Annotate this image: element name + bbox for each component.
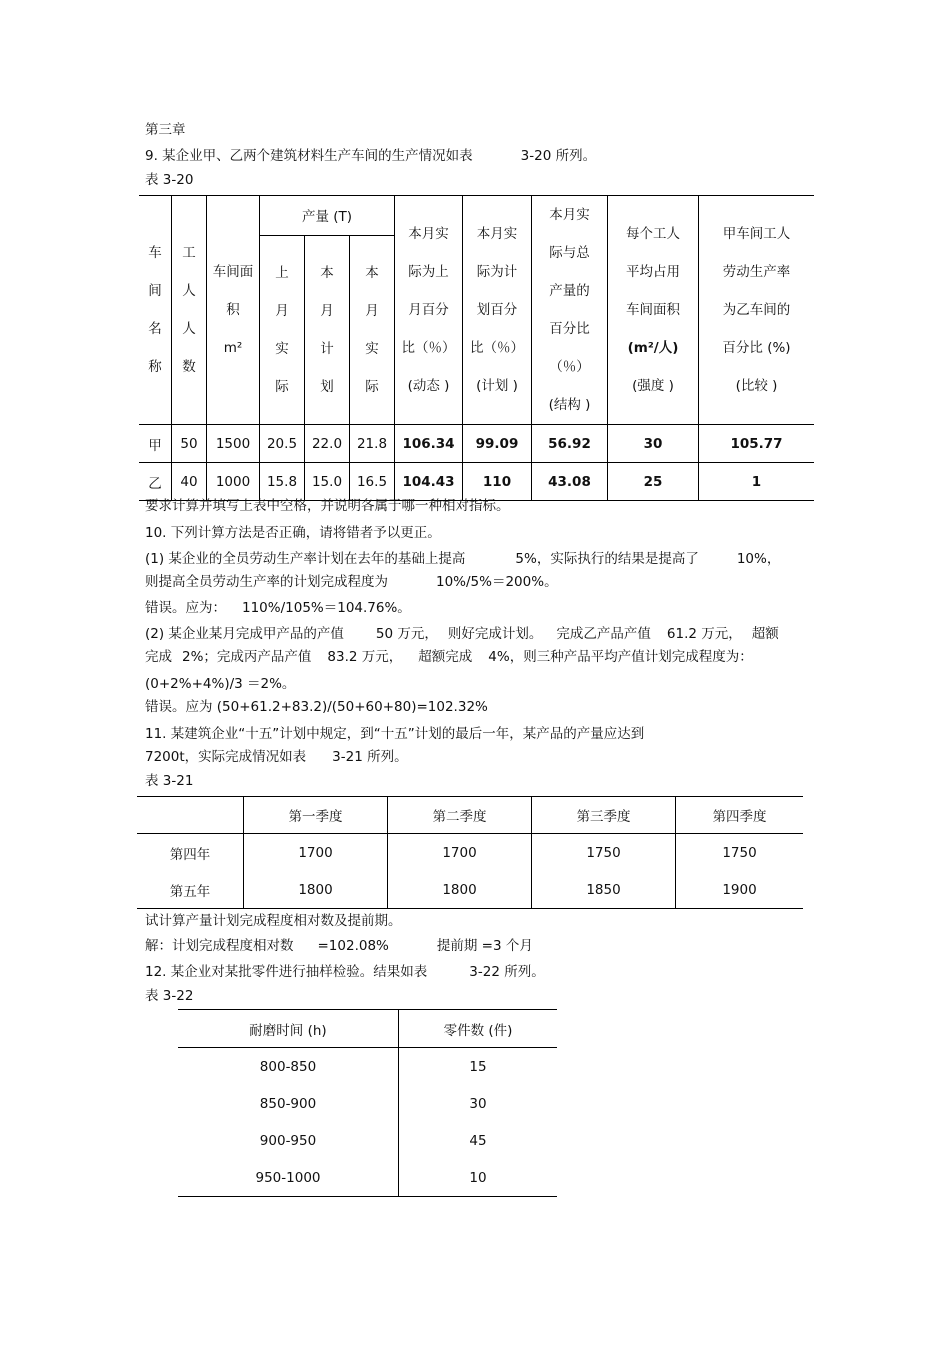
q10-a2: 错误。应为 (50+61.2+83.2)/(50+60+80)=102.32% bbox=[145, 699, 488, 715]
header-intensity-5: (强度 ) bbox=[632, 378, 674, 394]
header-structure-1: 本月实 bbox=[549, 207, 590, 223]
header-compare-2: 劳动生产率 bbox=[722, 264, 791, 280]
q10-p2-j: 超额完成 bbox=[418, 649, 473, 665]
header-intensity-2: 平均占用 bbox=[626, 264, 680, 280]
cell-dynamic: 106.34 bbox=[395, 425, 463, 463]
q10-p1-line2 bbox=[145, 573, 558, 591]
q10-p1-line1 bbox=[145, 550, 780, 568]
cell-count: 30 bbox=[399, 1085, 558, 1122]
q10-p2-d: 完成乙产品产值 bbox=[556, 626, 651, 642]
cell-last: 15.8 bbox=[260, 463, 305, 501]
q11-answer-c: 提前期 =3 个月 bbox=[436, 938, 533, 954]
chapter-title: 第三章 bbox=[145, 122, 186, 138]
header-dynamic-4: 比（％） bbox=[401, 340, 456, 356]
cell-range: 950-1000 bbox=[255, 1169, 321, 1186]
header-intensity-4: (m²/人) bbox=[627, 340, 679, 356]
cell-year: 第五年 bbox=[169, 883, 211, 900]
header-area-unit: m² bbox=[223, 340, 243, 356]
table-3-21-label: 表 3-21 bbox=[145, 773, 194, 789]
cell-actual: 21.8 bbox=[350, 425, 395, 463]
cell-workers: 40 bbox=[172, 463, 207, 501]
q10-p2-e: 61.2 万元， bbox=[666, 626, 742, 642]
q11-answer-a: 解：计划完成程度相对数 bbox=[145, 938, 294, 954]
q10-p2-f: 超额 bbox=[751, 626, 779, 642]
table-row bbox=[178, 1122, 557, 1159]
header-structure-5: （％） bbox=[549, 359, 590, 375]
header-plan-pct-3: 划百分 bbox=[476, 302, 518, 318]
cell-range: 800-850 bbox=[259, 1058, 317, 1075]
cell-intensity: 25 bbox=[608, 463, 699, 501]
q11-line2 bbox=[145, 748, 408, 766]
header-dynamic-2: 际为上 bbox=[408, 264, 449, 280]
header-empty bbox=[137, 797, 244, 834]
q11-text-b: 7200t，实际完成情况如表 bbox=[145, 749, 307, 765]
header-dynamic-5: (动态 ) bbox=[407, 378, 450, 394]
q10-p2-line2 bbox=[145, 648, 753, 666]
cell-area: 1500 bbox=[207, 425, 260, 463]
q10-p2-i: 83.2 万元， bbox=[327, 649, 403, 665]
cell-dynamic: 104.43 bbox=[395, 463, 463, 501]
header-intensity bbox=[608, 196, 699, 425]
cell-workers: 50 bbox=[172, 425, 207, 463]
header-structure-2: 际与总 bbox=[549, 245, 590, 261]
cell-value: 1800 bbox=[244, 871, 388, 909]
header-compare bbox=[699, 196, 815, 425]
header-dynamic-1: 本月实 bbox=[408, 226, 449, 242]
header-dynamic-3: 月百分 bbox=[408, 302, 449, 318]
cell-name: 乙 bbox=[139, 463, 172, 501]
header-structure-6: (结构 ) bbox=[548, 397, 591, 413]
q10-p1-b: 5%，实际执行的结果是提高了 bbox=[515, 551, 699, 567]
header-area bbox=[207, 196, 260, 425]
header-q4: 第四季度 bbox=[676, 797, 804, 834]
cell-value: 1800 bbox=[388, 871, 532, 909]
table-3-20 bbox=[139, 195, 814, 501]
table-3-22 bbox=[178, 1009, 557, 1197]
cell-structure: 43.08 bbox=[532, 463, 608, 501]
header-compare-3: 为乙车间的 bbox=[722, 302, 791, 318]
table-row bbox=[139, 463, 814, 501]
table-row bbox=[137, 871, 803, 909]
cell-range: 850-900 bbox=[259, 1095, 317, 1112]
table-header-row bbox=[178, 1010, 557, 1048]
table-header-row bbox=[137, 797, 803, 834]
cell-count: 10 bbox=[399, 1159, 558, 1197]
table-3-20-label: 表 3-20 bbox=[145, 172, 194, 188]
header-compare-5: (比较 ) bbox=[735, 378, 778, 394]
header-part-count: 零件数 (件) bbox=[399, 1010, 558, 1048]
cell-range: 900-950 bbox=[259, 1132, 317, 1149]
q10-p2-line3: (0+2%+4%)/3 ＝2%。 bbox=[145, 676, 296, 692]
header-wear-time: 耐磨时间 (h) bbox=[178, 1010, 399, 1048]
cell-name: 甲 bbox=[139, 425, 172, 463]
q9-requirement: 要求计算并填写上表中空格，并说明各属于哪一种相对指标。 bbox=[145, 498, 510, 514]
q10-p2-b: 50 万元， bbox=[375, 626, 438, 642]
header-plan-pct-5: (计划 ) bbox=[476, 378, 518, 394]
q10-p2-line1 bbox=[145, 625, 779, 643]
header-intensity-3: 车间面积 bbox=[626, 302, 680, 318]
table-row bbox=[178, 1159, 557, 1197]
header-plan-pct-2: 际为计 bbox=[476, 264, 518, 280]
q9-intro-a: 9. 某企业甲、乙两个建筑材料生产车间的生产情况如表 bbox=[145, 148, 473, 164]
q10-p2-k: 4%，则三种产品平均产值计划完成程度为： bbox=[488, 649, 753, 665]
cell-actual: 16.5 bbox=[350, 463, 395, 501]
cell-value: 1750 bbox=[676, 834, 804, 872]
q10-a1-b: 110%/105%＝104.76%。 bbox=[242, 600, 411, 616]
q12-text-a: 12. 某企业对某批零件进行抽样检验。结果如表 bbox=[145, 964, 428, 980]
q10-p2-c: 则好完成计划。 bbox=[447, 626, 543, 642]
cell-area: 1000 bbox=[207, 463, 260, 501]
cell-compare: 105.77 bbox=[699, 425, 815, 463]
cell-plan: 22.0 bbox=[305, 425, 350, 463]
header-plan-pct-1: 本月实 bbox=[476, 226, 518, 242]
header-q1: 第一季度 bbox=[244, 797, 388, 834]
q11-answer bbox=[145, 937, 533, 955]
header-last-actual: 上月实际 bbox=[260, 235, 305, 424]
q10-p2-a: (2) 某企业某月完成甲产品的产值 bbox=[145, 626, 344, 642]
q11-text-c: 3-21 所列。 bbox=[332, 749, 408, 765]
header-dynamic bbox=[395, 196, 463, 425]
header-compare-4: 百分比 (%) bbox=[722, 340, 791, 356]
cell-last: 20.5 bbox=[260, 425, 305, 463]
q10-title: 10. 下列计算方法是否正确，请将错者予以更正。 bbox=[145, 525, 441, 541]
q10-p2-h: 2%；完成丙产品产值 bbox=[182, 649, 312, 665]
header-structure bbox=[532, 196, 608, 425]
header-area-text: 车间面积 bbox=[212, 264, 254, 318]
cell-value: 1750 bbox=[532, 834, 676, 872]
cell-plan-pct: 110 bbox=[463, 463, 532, 501]
header-q2: 第二季度 bbox=[388, 797, 532, 834]
q10-p1-d: 则提高全员劳动生产率的计划完成程度为 bbox=[145, 574, 388, 590]
cell-count: 15 bbox=[399, 1048, 558, 1086]
cell-plan-pct: 99.09 bbox=[463, 425, 532, 463]
q9-intro bbox=[145, 147, 596, 165]
q10-p1-a: (1) 某企业的全员劳动生产率计划在去年的基础上提高 bbox=[145, 551, 466, 567]
table-row bbox=[178, 1085, 557, 1122]
cell-count: 45 bbox=[399, 1122, 558, 1159]
q12-text-b: 3-22 所列。 bbox=[469, 964, 545, 980]
q11-task: 试计算产量计划完成程度相对数及提前期。 bbox=[145, 913, 402, 929]
table-3-21 bbox=[137, 796, 803, 909]
cell-value: 1700 bbox=[388, 834, 532, 872]
q10-p1-e: 10%/5%＝200%。 bbox=[436, 574, 558, 590]
table-row bbox=[178, 1048, 557, 1086]
q10-p1-c: 10%， bbox=[736, 551, 781, 567]
header-intensity-1: 每个工人 bbox=[626, 226, 680, 242]
header-actual: 本月实际 bbox=[350, 235, 395, 424]
header-workshop: 车间名称 bbox=[139, 196, 172, 425]
header-output: 产量 (T) bbox=[260, 196, 395, 236]
cell-compare: 1 bbox=[699, 463, 815, 501]
cell-structure: 56.92 bbox=[532, 425, 608, 463]
table-row bbox=[137, 834, 803, 872]
header-structure-3: 产量的 bbox=[549, 283, 590, 299]
q10-p2-g: 完成 bbox=[145, 649, 172, 665]
header-structure-4: 百分比 bbox=[549, 321, 590, 337]
header-q3: 第三季度 bbox=[532, 797, 676, 834]
header-workers: 工人人数 bbox=[172, 196, 207, 425]
cell-value: 1700 bbox=[244, 834, 388, 872]
q11-answer-b: =102.08% bbox=[317, 938, 389, 954]
table-row bbox=[139, 425, 814, 463]
cell-plan: 15.0 bbox=[305, 463, 350, 501]
header-plan: 本月计划 bbox=[305, 235, 350, 424]
cell-year: 第四年 bbox=[169, 846, 211, 863]
cell-value: 1850 bbox=[532, 871, 676, 909]
header-plan-pct bbox=[463, 196, 532, 425]
header-compare-1: 甲车间工人 bbox=[722, 226, 791, 242]
header-plan-pct-4: 比（％） bbox=[470, 340, 524, 356]
q10-a1 bbox=[145, 599, 411, 617]
q11-line1: 11. 某建筑企业“十五”计划中规定，到“十五”计划的最后一年，某产品的产量应达到 bbox=[145, 726, 645, 742]
q9-intro-b: 3-20 所列。 bbox=[520, 148, 597, 164]
q10-a1-a: 错误。应为： bbox=[145, 600, 226, 616]
cell-intensity: 30 bbox=[608, 425, 699, 463]
cell-value: 1900 bbox=[676, 871, 804, 909]
q12-intro bbox=[145, 963, 545, 981]
table-3-22-label: 表 3-22 bbox=[145, 988, 194, 1004]
